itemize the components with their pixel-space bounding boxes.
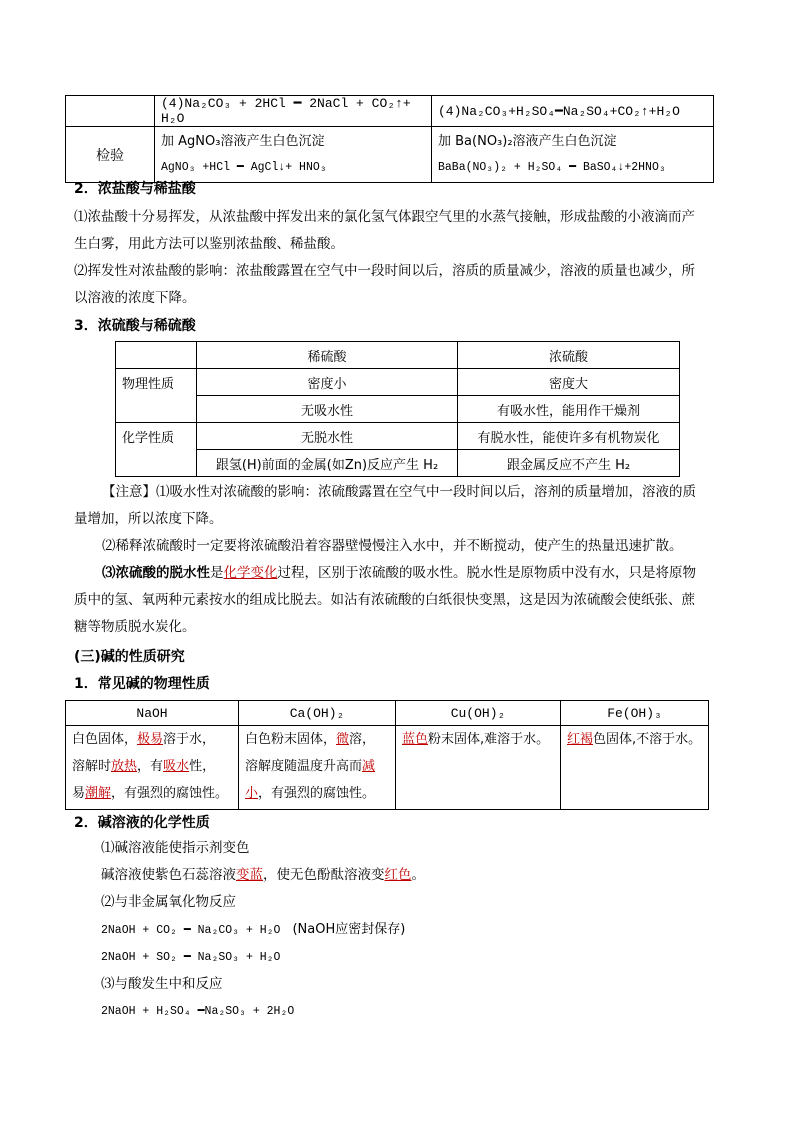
section-heading-h2so4: 3．浓硫酸与稀硫酸 — [74, 318, 196, 334]
caoh2-header: Ca(OH)₂ — [239, 701, 396, 726]
physical-label: 物理性质 — [116, 369, 197, 423]
note3-line3: 糖等物质脱水炭化。 — [74, 619, 196, 635]
dilute-dehydration: 无脱水性 — [197, 423, 458, 450]
conc-density: 密度大 — [458, 369, 680, 396]
h2so4-equation: (4)Na₂CO₃+H₂SO₄━Na₂SO₄+CO₂↑+H₂O — [432, 96, 714, 127]
conc-dehydration: 有脱水性，能使许多有机物炭化 — [458, 423, 680, 450]
highly-soluble-term: 极易 — [137, 732, 164, 747]
note3-is: 是 — [210, 565, 224, 581]
h2so4-test-cell — [432, 127, 714, 183]
red-color-term: 红色 — [384, 867, 412, 883]
hcl-p2-line1: ⑵挥发性对浓盐酸的影响：浓盐酸露置在空气中一段时间以后，溶质的质量减少，溶液的质量也减少，所 — [74, 263, 695, 279]
nonmetal-oxide-line: ⑵与非金属氧化物反应 — [101, 894, 236, 910]
dilute-density: 密度小 — [197, 369, 458, 396]
bases-table — [65, 700, 709, 810]
section-heading-bases: (三)碱的性质研究 — [74, 649, 185, 665]
note3-line2: 质中的氢、氧两种元素按水的组成比脱去。如沾有浓硫酸的白纸很快变黑，这是因为浓硫酸会使纸张、蔗 — [74, 592, 695, 608]
note2-line: ⑵稀释浓硫酸时一定要将浓硫酸沿着容器壁慢慢注入水中，并不断搅动，使产生的热量迅速扩散。 — [102, 538, 683, 554]
cuoh2-header: Cu(OH)₂ — [396, 701, 561, 726]
top-table — [65, 95, 714, 183]
neutralization-line: ⑶与酸发生中和反应 — [101, 976, 223, 992]
hcl-test-equation: AgNO₃ +HCl ━ AgCl↓+ HNO₃ — [161, 160, 327, 174]
naoh-h2so4-equation: 2NaOH + H₂SO₄ ━Na₂SO₃ + 2H₂O — [101, 1005, 295, 1018]
base-chem-props — [101, 835, 721, 1025]
note1-line2: 量增加，所以浓度下降。 — [74, 511, 223, 527]
chemical-label: 化学性质 — [116, 423, 197, 477]
red-brown-term: 红褐 — [567, 732, 594, 747]
dilute-metal-reaction: 跟氢(H)前面的金属(如Zn)反应产生 H₂ — [197, 450, 458, 477]
hcl-p1-line2: 生白雾，用此方法可以鉴别浓盐酸、稀盐酸。 — [74, 236, 344, 252]
section-heading-hcl: 2．浓盐酸与稀盐酸 — [74, 181, 196, 197]
dilute-h2so4-header: 稀硫酸 — [197, 342, 458, 369]
caoh2-cell: 白色粉末固体，微溶， 溶解度随温度升高而减 小，有强烈的腐蚀性。 — [239, 726, 396, 810]
turn-blue-term: 变蓝 — [236, 867, 263, 883]
feoh3-header: Fe(OH)₃ — [561, 701, 709, 726]
hcl-test-cell — [155, 127, 432, 183]
naoh-cell: 白色固体，极易溶于水， 溶解时放热，有吸水性， 易潮解，有强烈的腐蚀性。 — [66, 726, 239, 810]
h2so4-notes — [74, 479, 734, 641]
subheading-chemical-props: 2．碱溶液的化学性质 — [74, 815, 210, 831]
chemical-change-term: 化学变化 — [223, 565, 278, 581]
feoh3-cell: 红褐色固体,不溶于水。 — [561, 726, 709, 810]
deliquescence-term: 潮解 — [85, 786, 112, 801]
note1-line1: 【注意】⑴吸水性对浓硫酸的影响：浓硫酸露置在空气中一段时间以后，溶剂的质量增加，溶液的质 — [102, 484, 696, 500]
test-label: 检验 — [66, 127, 155, 183]
dilute-water-absorb: 无吸水性 — [197, 396, 458, 423]
sulfuric-acid-table — [115, 341, 680, 477]
cuoh2-cell: 蓝色粉末固体,难溶于水。 — [396, 726, 561, 810]
naoh-so2-equation: 2NaOH + SO₂ ━ Na₂SO₃ + H₂O — [101, 951, 281, 964]
dehydration-term: ⑶浓硫酸的脱水性 — [102, 565, 210, 581]
indicator-line: ⑴碱溶液能使指示剂变色 — [101, 840, 250, 856]
hcl-p1-line1: ⑴浓盐酸十分易挥发，从浓盐酸中挥发出来的氯化氢气体跟空气里的水蒸气接触，形成盐酸的小液滴而产 — [74, 209, 695, 225]
note3-rest: 过程，区别于浓硫酸的吸水性。脱水性是原物质中没有水，只是将原物 — [277, 565, 696, 581]
hcl-p2-line2: 以溶液的浓度下降。 — [74, 290, 196, 306]
slightly-soluble-term: 微 — [336, 732, 350, 747]
h2so4-test-text: 加 Ba(NO₃)₂溶液产生白色沉淀 — [438, 133, 617, 149]
conc-h2so4-header: 浓硫酸 — [458, 342, 680, 369]
decrease-term-2: 小 — [245, 786, 259, 801]
blue-term: 蓝色 — [402, 732, 429, 747]
conc-water-absorb: 有吸水性，能用作干燥剂 — [458, 396, 680, 423]
naoh-header: NaOH — [66, 701, 239, 726]
eq1-line — [101, 916, 721, 944]
decrease-term-1: 减 — [362, 759, 376, 774]
conc-metal-reaction: 跟金属反应不产生 H₂ — [458, 450, 680, 477]
water-absorb-term: 吸水 — [163, 759, 190, 774]
naoh-storage-note: (NaOH应密封保存) — [292, 922, 406, 937]
note3-line1 — [74, 560, 734, 587]
indicator-detail: 碱溶液使紫色石蕊溶液变蓝，使无色酚酞溶液变红色。 — [101, 867, 425, 883]
h2so4-table-corner — [116, 342, 197, 369]
subheading-physical-props: 1．常见碱的物理性质 — [74, 676, 210, 692]
hcl-equation: (4)Na₂CO₃ + 2HCl ━ 2NaCl + CO₂↑+ H₂O — [155, 96, 432, 127]
exothermic-term: 放热 — [111, 759, 138, 774]
hcl-test-text: 加 AgNO₃溶液产生白色沉淀 — [161, 133, 325, 149]
naoh-co2-equation: 2NaOH + CO₂ ━ Na₂CO₃ + H₂O — [101, 924, 281, 937]
top-table-empty-cell — [66, 96, 155, 127]
h2so4-test-equation: BaBa(NO₃)₂ + H₂SO₄ ━ BaSO₄↓+2HNO₃ — [438, 160, 666, 174]
hcl-paragraph-1 — [74, 204, 734, 312]
